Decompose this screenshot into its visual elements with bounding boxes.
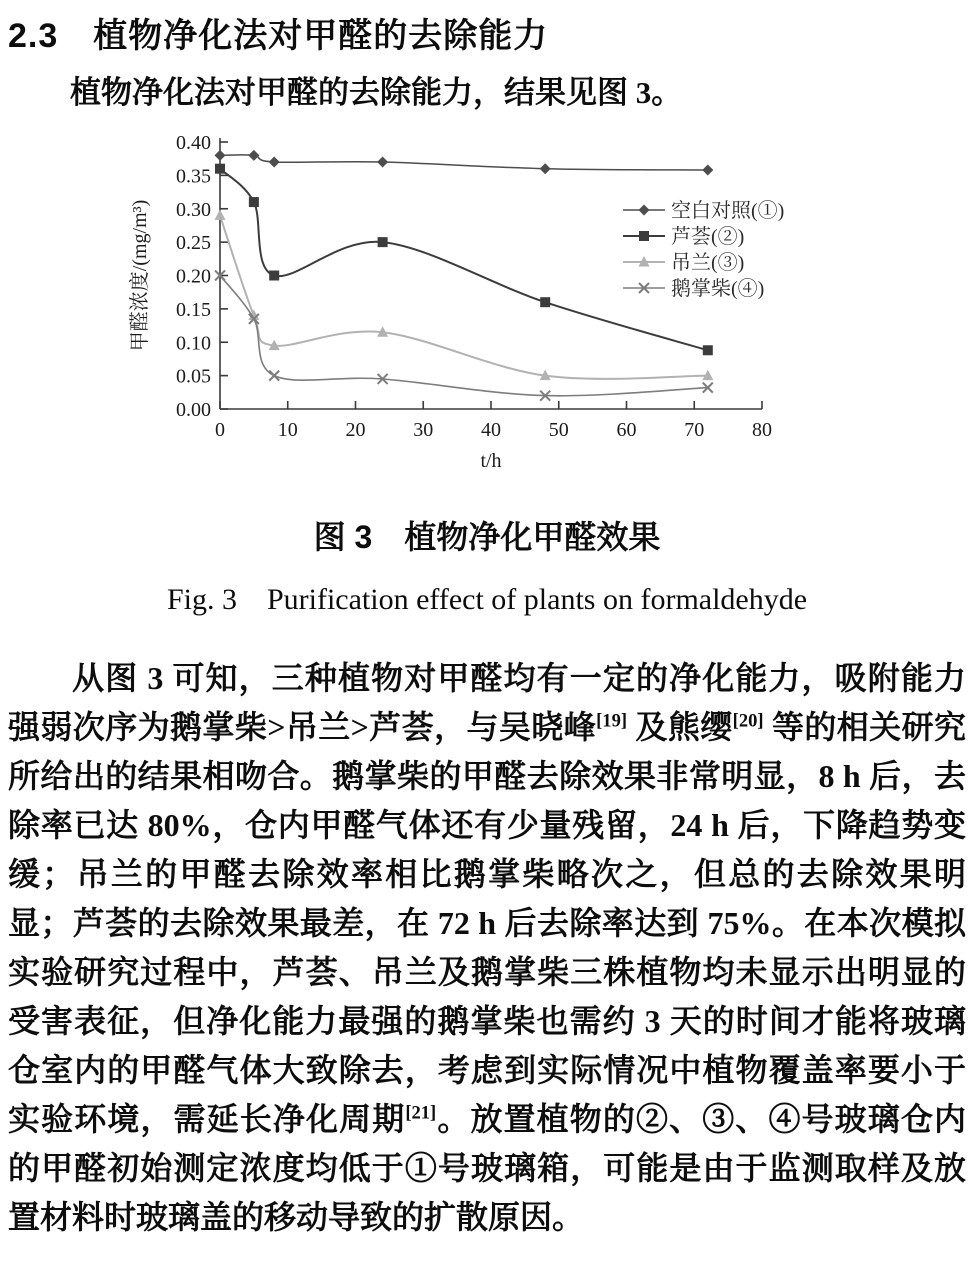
svg-text:0.05: 0.05 [176,365,211,388]
svg-text:20: 20 [345,418,366,441]
svg-text:吊兰(③): 吊兰(③) [671,251,745,274]
svg-text:0.00: 0.00 [176,398,211,421]
svg-text:50: 50 [548,418,569,441]
svg-text:70: 70 [684,418,705,441]
svg-text:0.20: 0.20 [176,265,211,288]
figure-caption-en: Fig. 3 Purification effect of plants on formaldehyde [166,582,808,616]
svg-text:0.15: 0.15 [176,298,211,321]
svg-text:甲醛浓度/(mg/m³): 甲醛浓度/(mg/m³) [129,199,151,352]
svg-text:60: 60 [616,418,637,441]
citation-ref: [19] [596,710,628,732]
citation-ref: [21] [405,1102,437,1124]
svg-text:80: 80 [752,418,772,441]
figure-3 [8,128,966,618]
formaldehyde-line-chart [120,128,820,473]
citation-ref: [20] [732,710,764,732]
figure-caption [8,512,966,618]
svg-text:鹅掌柴(④): 鹅掌柴(④) [671,277,765,300]
svg-text:t/h: t/h [480,449,502,472]
svg-text:空白对照(①): 空白对照(①) [671,199,785,222]
svg-text:0.10: 0.10 [176,332,211,355]
svg-text:0.25: 0.25 [176,232,211,255]
chart-area [120,128,820,478]
section-heading: 2.3 植物净化法对甲醛的去除能力 [8,17,549,55]
svg-text:10: 10 [277,418,298,441]
svg-text:0.35: 0.35 [176,165,211,188]
svg-text:40: 40 [481,418,501,441]
intro-paragraph: 植物净化法对甲醛的去除能力，结果见图 3。 [70,75,683,110]
figure-caption-cn: 图 3 植物净化甲醛效果 [313,518,661,555]
svg-text:0: 0 [215,418,225,441]
body-paragraph: 从图 3 可知，三种植物对甲醛均有一定的净化能力，吸附能力强弱次序为鹅掌柴>吊兰>芦荟，与吴晓峰[19] 及熊缨[20] 等的相关研究所给出的结果相吻合。鹅掌柴的甲醛去除效果非常明显，8 h 后，去除率已达 80%，仓内甲醛气体还有少量残留，24 h 后，下降趋势变缓；吊兰的甲醛去除效率相比鹅掌柴略次之，但总的去除效果明显；芦荟的去除效果最差，在 72 h 后去除率达到 75%。在本次模拟实验研究过程中，芦荟、吊兰及鹅掌柴三株植物均未显示出明显的受害表征，但净化能力最强的鹅掌柴也需约 3 天的时间才能将玻璃仓室内的甲醛气体大致除去，考虑到实际情况中植物覆盖率要小于实验环境，需延长净化周期[21]。放置植物的②、③、④号玻璃仓内的甲醛初始测定浓度均低于①号玻璃箱，可能是由于监测取样及放置材料时玻璃盖的移动导致的扩散原因。 [8,659,966,1235]
svg-text:0.30: 0.30 [176,198,211,221]
svg-text:芦荟(②): 芦荟(②) [671,225,745,248]
svg-text:30: 30 [413,418,434,441]
svg-text:0.40: 0.40 [176,131,211,154]
